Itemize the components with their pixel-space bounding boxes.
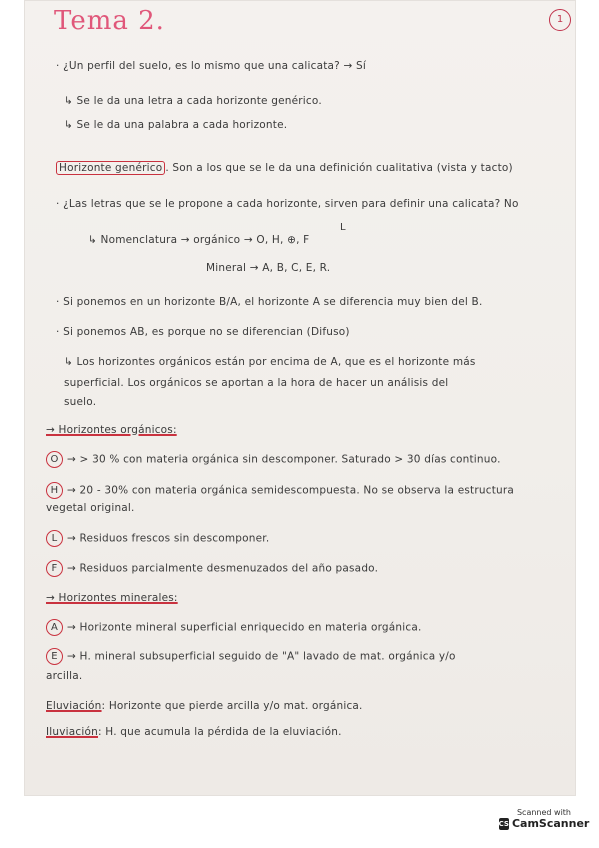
horizon-o-badge: O <box>46 451 63 468</box>
horizon-e-text-cont: arcilla. <box>46 670 83 682</box>
horizon-o-item <box>46 451 501 468</box>
note-organicos-line1: ↳ Los horizontes orgánicos están por encima de A, que es el horizonte más <box>64 356 476 368</box>
note-point-ab: · Si ponemos AB, es porque no se diferencian (Difuso) <box>56 326 350 338</box>
horizon-a-text: → Horizonte mineral superficial enriquecido en materia orgánica. <box>67 621 422 634</box>
note-horizonte-generico <box>56 162 513 174</box>
iluviacion-label: Iluviación <box>46 726 99 738</box>
letter-l-annotation: L <box>340 222 346 233</box>
heading-horizontes-minerales: → Horizontes minerales: <box>46 592 178 604</box>
camscanner-logo-icon: CS <box>498 819 509 828</box>
camscanner-watermark <box>498 808 590 840</box>
page-number-badge: 1 <box>549 9 571 31</box>
horizon-e-item <box>46 648 456 665</box>
note-answer-1a: ↳ Se le da una letra a cada horizonte genérico. <box>64 95 322 107</box>
horizon-f-item <box>46 560 378 577</box>
eluviacion-text: : Horizonte que pierde arcilla y/o mat. orgánica. <box>101 700 363 712</box>
notebook-page <box>24 0 576 796</box>
note-mineral: Mineral → A, B, C, E, R. <box>206 262 331 274</box>
iluviacion-definition <box>46 726 342 738</box>
horizon-f-badge: F <box>46 560 63 577</box>
heading-horizontes-organicos: → Horizontes orgánicos: <box>46 424 177 436</box>
camscanner-brand-text: CamScanner <box>511 817 590 830</box>
note-question-2: · ¿Las letras que se le propone a cada horizonte, sirven para definir una calicata? No <box>56 198 519 210</box>
note-answer-1b: ↳ Se le da una palabra a cada horizonte. <box>64 119 288 131</box>
note-point-ba: · Si ponemos en un horizonte B/A, el horizonte A se diferencia muy bien del B. <box>56 296 483 308</box>
iluviacion-text: : H. que acumula la pérdida de la eluviación. <box>98 726 342 738</box>
horizon-h-item <box>46 482 514 499</box>
note-organicos-line3: suelo. <box>64 396 97 408</box>
eluviacion-label: Eluviación <box>46 700 102 712</box>
horizon-f-text: → Residuos parcialmente desmenuzados del año pasado. <box>67 562 379 575</box>
horizon-l-badge: L <box>46 530 63 547</box>
horizon-h-text: → 20 - 30% con materia orgánica semidescompuesta. No se observa la estructura <box>67 484 515 497</box>
page-title: Tema 2. <box>54 6 165 36</box>
horizonte-generico-text: . Son a los que se le da una definición cualitativa (vista y tacto) <box>165 162 513 174</box>
horizon-l-text: → Residuos frescos sin descomponer. <box>67 532 270 545</box>
horizon-o-text: → > 30 % con materia orgánica sin descomponer. Saturado > 30 días continuo. <box>67 453 501 466</box>
horizon-e-badge: E <box>46 648 63 665</box>
horizon-e-text: → H. mineral subsuperficial seguido de "A" lavado de mat. orgánica y/o <box>67 650 456 663</box>
note-organicos-line2: superficial. Los orgánicos se aportan a la hora de hacer un análisis del <box>64 377 449 389</box>
horizon-l-item <box>46 530 269 547</box>
camscanner-brand <box>498 817 590 830</box>
horizon-a-badge: A <box>46 619 63 636</box>
note-nomenclatura: ↳ Nomenclatura → orgánico → O, H, ⊕, F <box>88 234 310 246</box>
horizonte-generico-label: Horizonte genérico <box>56 161 165 175</box>
eluviacion-definition <box>46 700 363 712</box>
scanned-with-text: Scanned with <box>516 808 572 817</box>
horizon-h-badge: H <box>46 482 63 499</box>
note-question-1: · ¿Un perfil del suelo, es lo mismo que una calicata? → Sí <box>56 60 366 72</box>
horizon-h-text-cont: vegetal original. <box>46 502 135 514</box>
horizon-a-item <box>46 619 422 636</box>
